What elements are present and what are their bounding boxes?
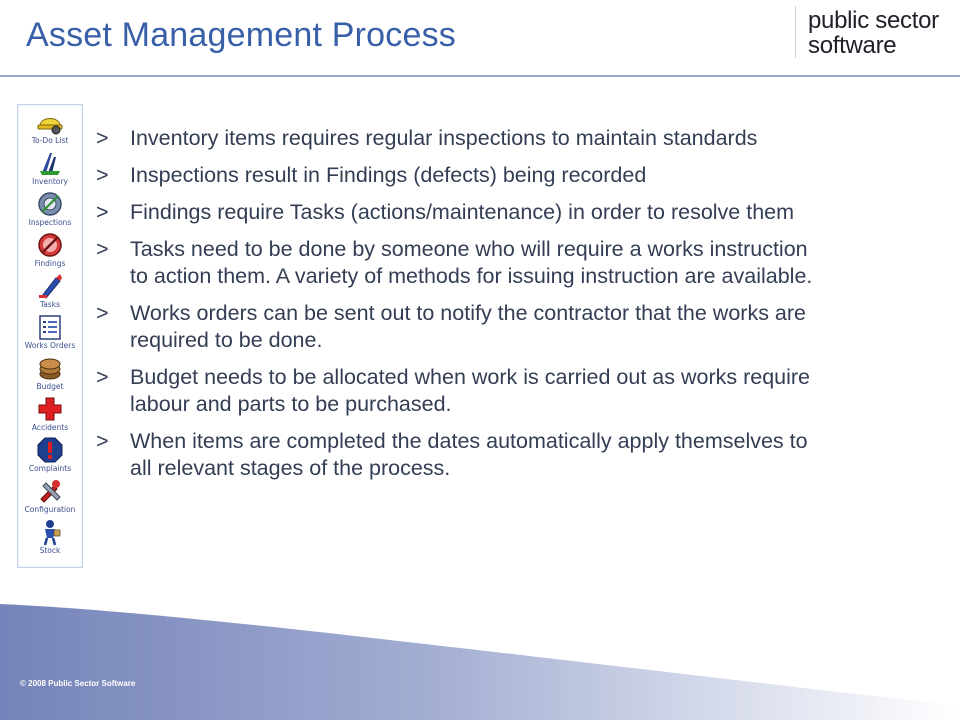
brand-divider	[795, 6, 796, 58]
toolbar-item-configuration[interactable]	[18, 477, 82, 517]
bullet-text: Budget needs to be allocated when work is carried out as works require labour and parts to be purchased.	[130, 365, 811, 416]
bullet-marker: >	[96, 301, 109, 325]
header-rule	[0, 75, 960, 77]
brand-line-2: software	[808, 32, 897, 59]
bullet-item	[96, 125, 816, 152]
hard-hat-icon	[36, 108, 64, 136]
bullet-item	[96, 428, 816, 482]
brand-logo	[808, 8, 939, 58]
page-title: Asset Management Process	[26, 16, 456, 54]
inspections-icon	[36, 190, 64, 218]
bullet-text: Inventory items requires regular inspections to maintain standards	[130, 126, 758, 150]
toolbar-item-tasks[interactable]	[18, 272, 82, 312]
bullet-marker: >	[96, 237, 109, 261]
budget-icon	[36, 354, 64, 382]
bullet-text: Findings require Tasks (actions/maintenance) in order to resolve them	[130, 200, 795, 224]
bullet-text: When items are completed the dates automatically apply themselves to all relevant stages of the process.	[130, 429, 808, 480]
toolbar-label: Accidents	[31, 423, 69, 432]
bullet-marker: >	[96, 163, 109, 187]
toolbar-item-budget[interactable]	[18, 354, 82, 394]
toolbar-label: Tasks	[39, 300, 61, 309]
toolbar-label: Configuration	[24, 505, 76, 514]
tasks-icon	[36, 272, 64, 300]
bullet-marker: >	[96, 365, 109, 389]
toolbar-label: Complaints	[28, 464, 72, 473]
bullet-text: Tasks need to be done by someone who will require a works instruction to action them. A variety of methods for issuing instruction are available.	[130, 237, 813, 288]
works-orders-icon	[36, 313, 64, 341]
bullet-marker: >	[96, 200, 109, 224]
bullet-item	[96, 199, 816, 226]
bullet-marker: >	[96, 429, 109, 453]
brand-line-1: public sector	[808, 7, 939, 34]
red-cross-icon	[36, 395, 64, 423]
exclamation-icon	[36, 436, 64, 464]
toolbar-label: Inspections	[28, 218, 72, 227]
toolbar-label: Inventory	[32, 177, 68, 186]
toolbar-item-inventory[interactable]	[18, 149, 82, 189]
toolbar-item-works-orders[interactable]	[18, 313, 82, 353]
toolbar-label: Budget	[36, 382, 64, 391]
toolbar-label: Stock	[39, 546, 61, 555]
toolbar-item-inspections[interactable]	[18, 190, 82, 230]
toolbar-item-to-do-list[interactable]	[18, 108, 82, 148]
findings-icon	[36, 231, 64, 259]
bullet-text: Works orders can be sent out to notify the contractor that the works are required to be done.	[130, 301, 806, 352]
copyright-notice: © 2008 Public Sector Software	[20, 679, 136, 688]
toolbar-item-complaints[interactable]	[18, 436, 82, 476]
stock-icon	[36, 518, 64, 546]
bullet-item	[96, 162, 816, 189]
bullet-item	[96, 300, 816, 354]
inventory-icon	[36, 149, 64, 177]
toolbar-item-stock[interactable]	[18, 518, 82, 558]
bullet-marker: >	[96, 126, 109, 150]
bullet-text: Inspections result in Findings (defects) being recorded	[130, 163, 647, 187]
toolbar-label: Findings	[34, 259, 66, 268]
module-toolbar	[17, 104, 83, 568]
toolbar-label: Works Orders	[24, 341, 76, 350]
toolbar-item-findings[interactable]	[18, 231, 82, 271]
bullet-item	[96, 236, 816, 290]
toolbar-item-accidents[interactable]	[18, 395, 82, 435]
toolbar-label: To-Do List	[31, 136, 69, 145]
tools-icon	[36, 477, 64, 505]
bullet-item	[96, 364, 816, 418]
bullet-list	[96, 125, 816, 482]
